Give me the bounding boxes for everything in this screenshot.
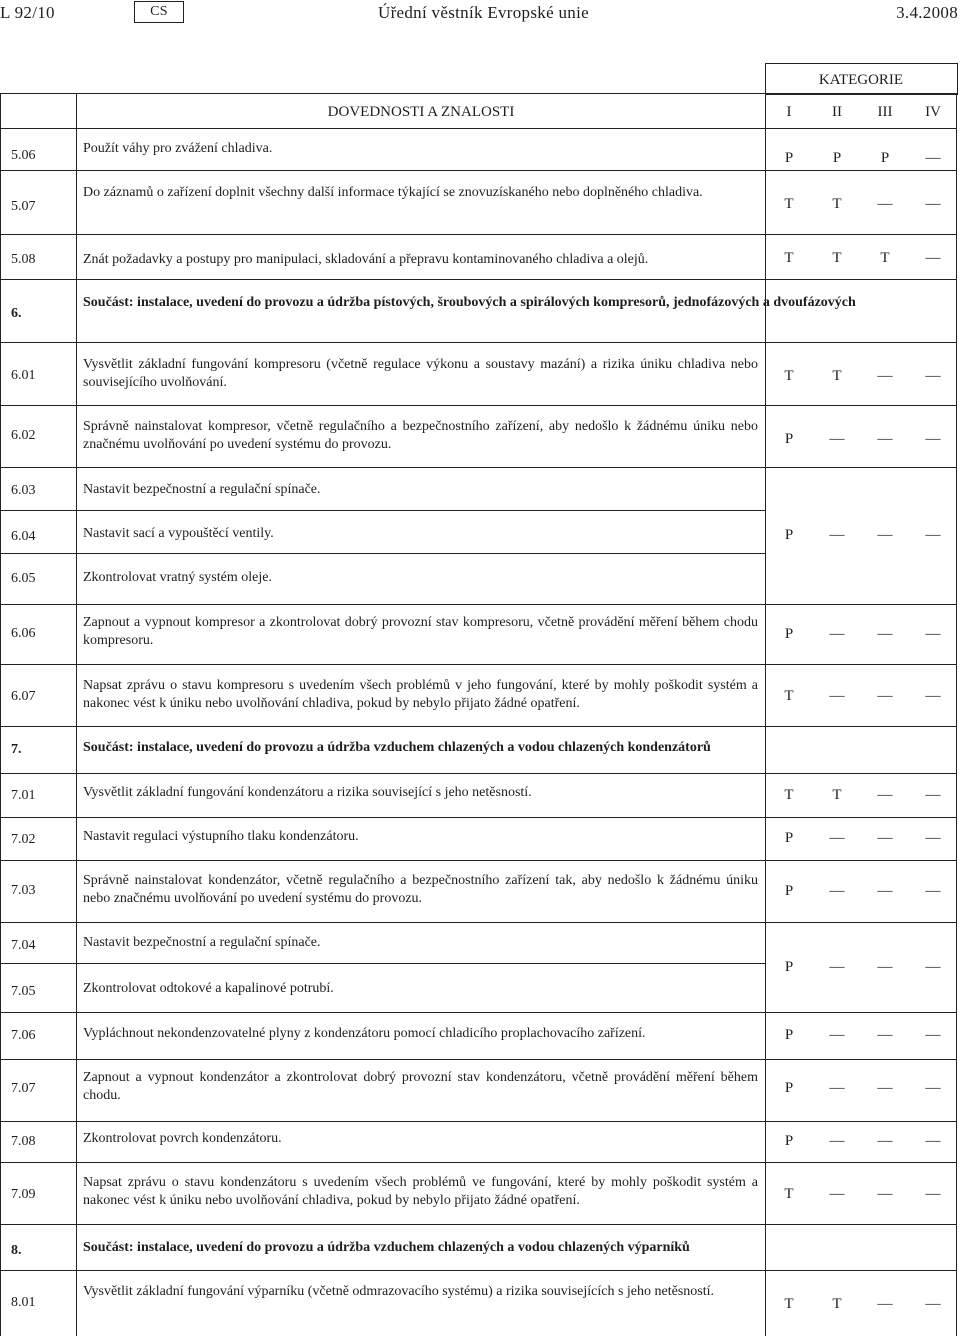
category-mark: — — [925, 1186, 941, 1202]
category-mark: P — [784, 959, 794, 975]
category-mark: — — [877, 883, 893, 899]
row-separator — [0, 553, 765, 554]
category-mark: — — [829, 431, 845, 447]
category-mark: — — [829, 626, 845, 642]
row-text: Nastavit bezpečnostní a regulační spínače. — [83, 935, 321, 950]
page-header — [0, 0, 960, 26]
category-iv-header: IV — [925, 104, 941, 120]
row-number: 5.08 — [11, 252, 36, 267]
row-separator — [0, 1059, 957, 1060]
category-mark: P — [880, 150, 890, 166]
row-text: Zapnout a vypnout kompresor a zkontrolovat dobrý provozní stav kompresoru, včetně provádění měření během chodu kompresoru. — [83, 615, 758, 648]
category-mark: T — [832, 368, 842, 384]
row-text: Správně nainstalovat kondenzátor, včetně regulačního a bezpečnostního zařízení tak, aby nedošlo k žádnému úniku nebo značnému uvolňování po uvedení systému do provozu. — [83, 873, 758, 906]
category-mark: — — [925, 626, 941, 642]
category-mark: — — [877, 626, 893, 642]
category-mark: T — [832, 1296, 842, 1312]
row-text: Vysvětlit základní fungování výparníku (včetně odmrazovacího systému) a rizika souvisejících s jeho netěsností. — [83, 1284, 714, 1299]
row-text: Znát požadavky a postupy pro manipulaci, skladování a přepravu kontaminovaného chladiva a olejů. — [83, 252, 649, 267]
row-separator — [0, 467, 957, 468]
category-mark: T — [832, 196, 842, 212]
row-number: 7.03 — [11, 883, 36, 898]
category-mark: — — [925, 368, 941, 384]
row-number: 6.02 — [11, 428, 36, 443]
category-mark: T — [784, 787, 794, 803]
category-mark: P — [784, 1027, 794, 1043]
table-divider — [0, 93, 957, 94]
row-number: 6.03 — [11, 483, 36, 498]
category-mark: — — [877, 959, 893, 975]
row-number: 8.01 — [11, 1295, 36, 1310]
category-mark: — — [925, 150, 941, 166]
category-mark: T — [880, 250, 890, 266]
category-mark: — — [925, 688, 941, 704]
category-mark: — — [925, 830, 941, 846]
category-mark: — — [877, 1186, 893, 1202]
category-mark: — — [925, 527, 941, 543]
row-separator — [0, 726, 957, 727]
row-text: Vysvětlit základní fungování kompresoru (včetně regulace výkonu a soustavy mazání) a rizika úniku chladiva nebo souvisejícího uvolňování. — [83, 357, 758, 390]
table-divider — [0, 93, 1, 128]
row-text: Zkontrolovat odtokové a kapalinové potrubí. — [83, 981, 334, 996]
row-separator — [0, 234, 957, 235]
row-text: Zkontrolovat vratný systém oleje. — [83, 570, 272, 585]
category-mark: — — [877, 431, 893, 447]
row-separator — [0, 860, 957, 861]
row-separator — [0, 1012, 957, 1013]
category-mark: P — [784, 150, 794, 166]
row-text: Nastavit bezpečnostní a regulační spínače. — [83, 482, 321, 497]
row-number: 6.01 — [11, 368, 36, 383]
category-mark: P — [784, 626, 794, 642]
row-text: Napsat zprávu o stavu kompresoru s uvedením všech problémů v jeho fungování, které by mohly poškodit systém a nakonec vést k úniku nebo uvolňování chladiva, pokud by nebylo přijato žádné opatření. — [83, 678, 758, 711]
category-mark: — — [925, 959, 941, 975]
section-title: Součást: instalace, uvedení do provozu a údržba vzduchem chlazených a vodou chlazených kondenzátorů — [83, 740, 711, 755]
category-mark: P — [784, 527, 794, 543]
section-number: 8. — [11, 1243, 22, 1258]
category-mark: — — [829, 1133, 845, 1149]
category-mark: — — [877, 830, 893, 846]
category-mark: P — [784, 1133, 794, 1149]
table-divider — [76, 128, 77, 1336]
category-mark: — — [877, 1080, 893, 1096]
category-mark: — — [877, 196, 893, 212]
table-divider — [0, 128, 957, 129]
category-iii-header: III — [877, 104, 893, 120]
category-mark: P — [784, 1080, 794, 1096]
category-mark: — — [925, 1080, 941, 1096]
category-mark: T — [784, 196, 794, 212]
row-text: Do záznamů o zařízení doplnit všechny další informace týkající se znovuzískaného nebo doplněného chladiva. — [83, 185, 703, 200]
language-badge: CS — [134, 1, 184, 23]
row-number: 7.01 — [11, 788, 36, 803]
row-separator — [0, 342, 957, 343]
row-separator — [0, 1162, 957, 1163]
page-number: L 92/10 — [0, 3, 55, 22]
category-mark: — — [829, 1027, 845, 1043]
category-mark: — — [925, 883, 941, 899]
category-mark: T — [832, 787, 842, 803]
category-mark: — — [829, 527, 845, 543]
category-mark: — — [877, 1133, 893, 1149]
category-mark: — — [829, 883, 845, 899]
row-number: 5.07 — [11, 199, 36, 214]
row-text: Správně nainstalovat kompresor, včetně regulačního a bezpečnostního zařízení, aby nedošlo k žádnému úniku nebo značnému uvolňování po uvedení systému do provozu. — [83, 419, 758, 452]
row-separator — [0, 1121, 957, 1122]
row-separator — [0, 604, 957, 605]
row-separator — [0, 1224, 957, 1225]
row-separator — [0, 405, 957, 406]
category-ii-header: II — [832, 104, 842, 120]
row-separator — [0, 963, 765, 964]
category-mark: — — [925, 1027, 941, 1043]
row-number: 7.07 — [11, 1081, 36, 1096]
category-mark: T — [784, 250, 794, 266]
category-mark: — — [925, 1133, 941, 1149]
category-mark: T — [784, 688, 794, 704]
row-text: Zapnout a vypnout kondenzátor a zkontrolovat dobrý provozní stav kondenzátoru, včetně provádění měření během chodu. — [83, 1070, 758, 1103]
row-text: Nastavit regulaci výstupního tlaku kondenzátoru. — [83, 829, 359, 844]
category-i-header: I — [786, 104, 792, 120]
table-divider — [956, 128, 957, 1336]
category-mark: T — [784, 368, 794, 384]
category-mark: P — [784, 431, 794, 447]
row-number: 7.08 — [11, 1134, 36, 1149]
row-number: 7.05 — [11, 984, 36, 999]
row-separator — [0, 510, 765, 511]
row-text: Vypláchnout nekondenzovatelné plyny z kondenzátoru pomocí chladicího proplachovacího zařízení. — [83, 1026, 646, 1041]
row-number: 7.06 — [11, 1028, 36, 1043]
row-number: 6.06 — [11, 626, 36, 641]
category-mark: T — [832, 250, 842, 266]
category-mark: — — [829, 688, 845, 704]
row-separator — [0, 817, 957, 818]
category-mark: — — [925, 787, 941, 803]
category-mark: — — [877, 1296, 893, 1312]
publication-date: 3.4.2008 — [896, 3, 958, 22]
row-text: Napsat zprávu o stavu kondenzátoru s uvedením všech problémů ve fungování, které by mohly poškodit systém a nakonec vést k úniku nebo uvolňování chladiva, pokud by nebylo přijato žádné opatření. — [83, 1175, 758, 1208]
row-number: 6.05 — [11, 571, 36, 586]
skills-header: DOVEDNOSTI A ZNALOSTI — [327, 104, 515, 120]
category-mark: P — [832, 150, 842, 166]
category-mark: — — [925, 196, 941, 212]
category-mark: — — [829, 830, 845, 846]
row-separator — [0, 1270, 957, 1271]
category-mark: T — [784, 1186, 794, 1202]
row-separator — [0, 279, 957, 280]
category-mark: — — [877, 688, 893, 704]
row-number: 7.02 — [11, 832, 36, 847]
category-mark: — — [877, 368, 893, 384]
row-text: Zkontrolovat povrch kondenzátoru. — [83, 1131, 282, 1146]
category-mark: P — [784, 883, 794, 899]
row-number: 7.09 — [11, 1187, 36, 1202]
row-separator — [0, 773, 957, 774]
row-number: 7.04 — [11, 938, 36, 953]
kategorie-header: KATEGORIE — [818, 72, 904, 88]
row-number: 6.04 — [11, 529, 36, 544]
category-mark: — — [877, 527, 893, 543]
category-mark: — — [829, 1080, 845, 1096]
section-title: Součást: instalace, uvedení do provozu a údržba pístových, šroubových a spirálových kompresorů, jednofázových a dvoufázových — [83, 295, 856, 310]
category-mark: — — [925, 250, 941, 266]
category-mark: — — [925, 1296, 941, 1312]
category-mark: — — [877, 787, 893, 803]
category-mark: P — [784, 830, 794, 846]
table-divider — [0, 128, 1, 1336]
section-number: 7. — [11, 742, 22, 757]
row-number: 6.07 — [11, 689, 36, 704]
row-number: 5.06 — [11, 148, 36, 163]
section-number: 6. — [11, 306, 22, 321]
category-mark: — — [925, 431, 941, 447]
category-mark: T — [784, 1296, 794, 1312]
row-text: Nastavit sací a vypouštěcí ventily. — [83, 526, 274, 541]
section-title: Součást: instalace, uvedení do provozu a údržba vzduchem chlazených a vodou chlazených výparníků — [83, 1240, 690, 1255]
category-mark: — — [829, 1186, 845, 1202]
row-separator — [0, 170, 957, 171]
row-separator — [0, 922, 957, 923]
row-text: Vysvětlit základní fungování kondenzátoru a rizika související s jeho netěsností. — [83, 785, 532, 800]
category-mark: — — [829, 959, 845, 975]
row-separator — [0, 664, 957, 665]
journal-title: Úřední věstník Evropské unie — [378, 3, 589, 22]
category-mark: — — [877, 1027, 893, 1043]
row-text: Použít váhy pro zvážení chladiva. — [83, 141, 273, 156]
